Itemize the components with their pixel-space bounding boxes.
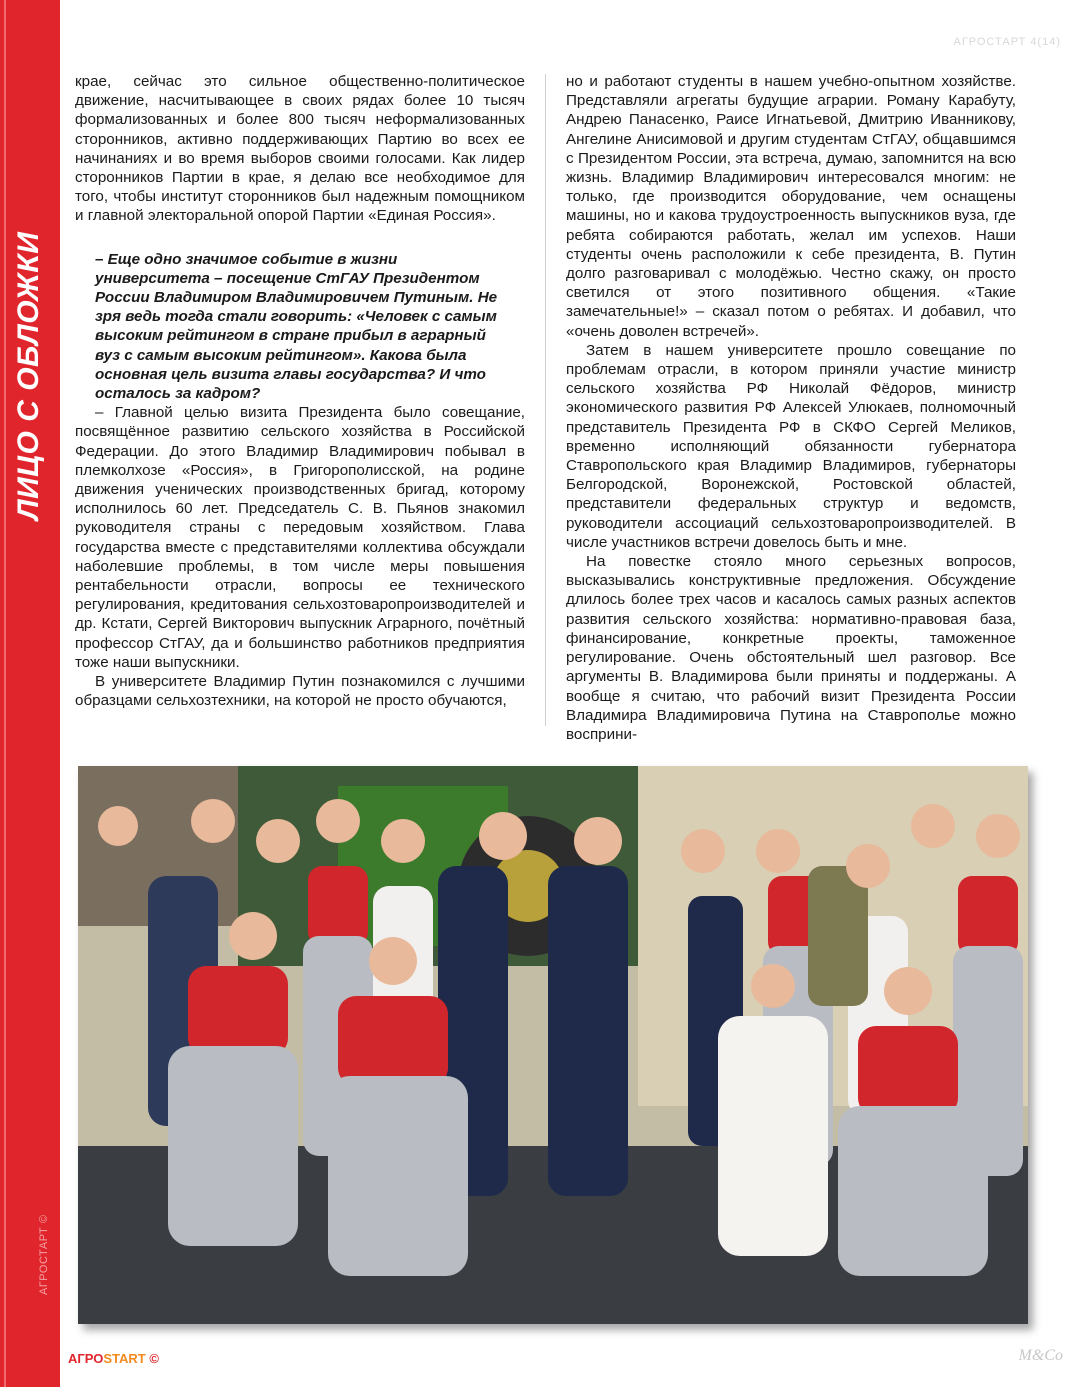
paragraph: крае, сейчас это сильное общественно-политическое движение, насчитывающее в своих рядах более 10 тысяч формализованных и более 800 тысяч неформализованных сторонников, активно поддерживающих Партию во всех ее начинаниях и во время выборов своими голосами. Как лидер сторонников Партии в крае, я делаю все необходимое для того, чтобы институт сторонников был надежным помощником и главной электоральной опорой Партии «Единая Россия». — [75, 73, 525, 225]
paragraph: На повестке стояло много серьезных вопросов, высказывались конструктивные предложения. Обсуждение длилось более трех часов и касалось самых разных аспектов развития сельского хозяйства: нормативно-правовая база, финансирование, конкретные проекты, таможенное регулирование. Очень обстоятельный шел разговор. Все аргументы В. Владимирова были приняты и поддержаны. А вообще я считаю, что рабочий визит Президента России Владимира Владимировича Путина на Ставрополье можно восприни- — [566, 553, 1016, 743]
left-column — [75, 72, 525, 711]
footer-brand-part2: START — [103, 1351, 146, 1366]
paragraph: Затем в нашем университете прошло совещание по проблемам отрасли, в котором приняли участие министр сельского хозяйства РФ Николай Фёдоров, министр экономического развития РФ Алексей Улюкаев, полномочный представитель Президента РФ в СКФО Сергей Меликов, временно исполняющий обязанности губернатора Ставропольского края Владимир Владимиров, губернаторы Белгородской, Воронежской, Ростовской областей, представители федеральных структур и ведомств, руководители ассоциаций сельхозтоваропроизводителей. В числе участников встречи довелось быть и мне. — [566, 341, 1016, 551]
right-column — [566, 72, 1016, 744]
sidebar-brand: АГРОСТАРТ © — [38, 1214, 50, 1295]
section-label: ЛИЦО С ОБЛОЖКИ — [12, 231, 45, 520]
page-header: АГРОСТАРТ 4(14) — [953, 36, 1061, 48]
section-sidebar — [0, 0, 60, 1387]
group-photo-illustration — [78, 766, 1028, 1324]
group-photo — [78, 766, 1028, 1324]
paragraph: – Главной целью визита Президента было совещание, посвящённое развитию сельского хозяйства в Российской Федерации. До этого Владимир Владимирович побывал в племколхозе «Россия», в Григорополисской, на родине движения ученических производственных бригад, которому исполнилось 60 лет. Председатель С. В. Пьянов знакомил руководителя страны с передовым хозяйством. Глава государства вместе с представителями коллектива обсуждали наболевшие проблемы, в том числе меры повышения рентабельности отрасли, вопросы ее технического регулирования, кредитования сельхозтоваропроизводителей и др. Кстати, Сергей Викторович выпускник Аграрного, почётный профессор СтГАУ, да и большинство работников предприятия тоже наши выпускники. — [75, 404, 525, 671]
interview-question: – Еще одно значимое событие в жизни университета – посещение СтГАУ Президентом России Владимиром Владимировичем Путиным. Не зря ведь тогда стали говорить: «Человек с самым высоким рейтингом в стране прибыл в аграрный вуз с самым высоким рейтингом». Какова была основная цель визита главы государства? И что осталось за кадром? — [95, 250, 498, 403]
footer-brand-suffix: © — [149, 1351, 159, 1366]
footer-signature: M&Co — [1018, 1347, 1063, 1364]
paragraph: В университете Владимир Путин познакомился с лучшими образцами сельхозтехники, на которой не просто обучаются, — [75, 673, 525, 710]
footer-brand-part1: АГРО — [68, 1351, 104, 1366]
paragraph: но и работают студенты в нашем учебно-опытном хозяйстве. Представляли агрегаты будущие аграрии. Роману Карабуту, Андрею Панасенко, Раисе Игнатьевой, Дмитрию Иванникову, Ангелине Анисимовой и другим студентам СтГАУ, общавшимся с Президентом России, эта встреча, думаю, запомнится на всю жизнь. Владимир Владимирович интересовался многим: не только, где производится оборудование, чем оснащены машины, но и какова трудоустроенность выпускников вуза, где ребята собираются работать, желал им успехов. Наши студенты очень расположили к себе президента, В. Путин долго разговаривал с молодёжью. Честно скажу, он просто светился от этого позитивного общения. «Такие замечательные!» – сказал потом о ребятах. И добавил, что «очень доволен встречей». — [566, 73, 1016, 340]
footer-brand — [68, 1351, 159, 1366]
sidebar-line — [4, 0, 6, 1387]
column-divider — [545, 74, 546, 726]
